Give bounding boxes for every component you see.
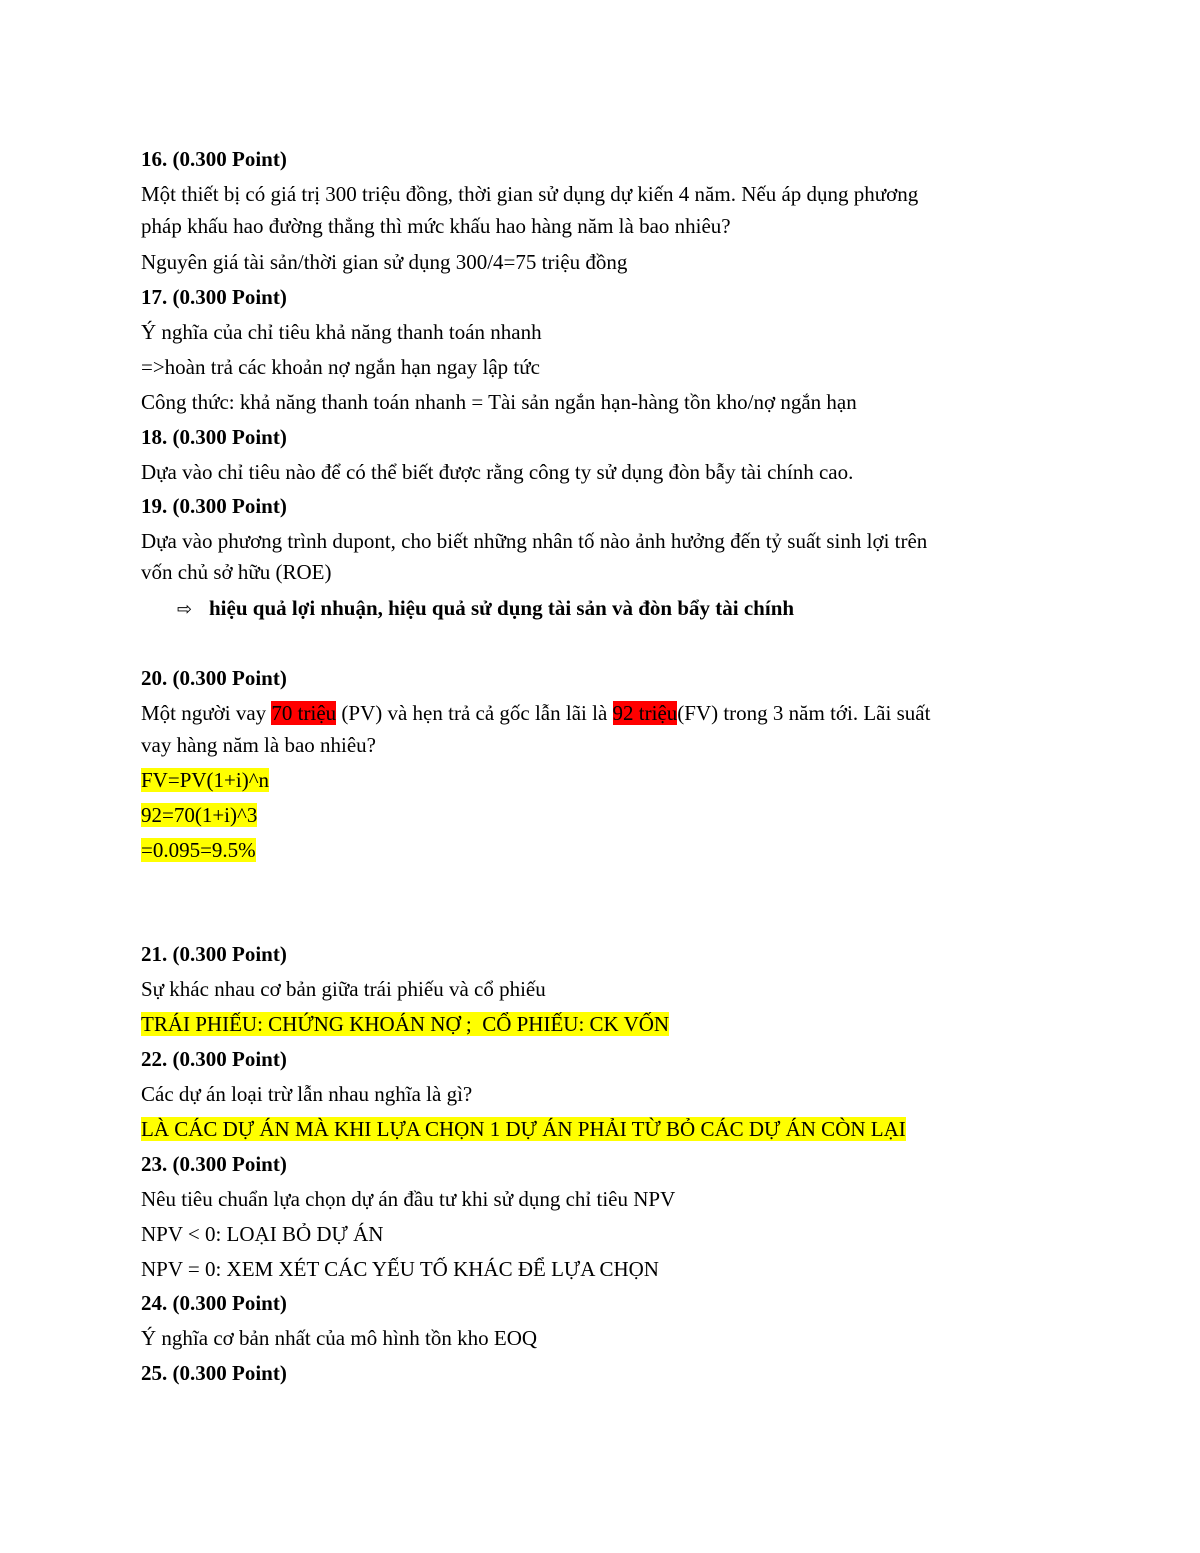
q21-answer: TRÁI PHIẾU: CHỨNG KHOÁN NỢ ; CỔ PHIẾU: CK VỐN: [141, 1012, 670, 1036]
q20-highlight-pv: 70 triệu: [271, 701, 337, 725]
q20-formula1: FV=PV(1+i)^n: [141, 768, 270, 792]
q19-answer-row: [177, 595, 794, 623]
q20-formula3-row: [141, 837, 256, 863]
q20-question-line2: vay hàng năm là bao nhiêu?: [141, 733, 376, 757]
q20-formula3: =0.095=9.5%: [141, 838, 256, 862]
q21-question: Sự khác nhau cơ bản giữa trái phiếu và cổ phiếu: [141, 977, 546, 1001]
q17-header: 17. (0.300 Point): [141, 285, 287, 309]
q17-answer2: Công thức: khả năng thanh toán nhanh = Tài sản ngắn hạn-hàng tồn kho/nợ ngắn hạn: [141, 390, 857, 414]
q16-question-line1: Một thiết bị có giá trị 300 triệu đồng, thời gian sử dụng dự kiến 4 năm. Nếu áp dụng phương: [141, 182, 919, 206]
q19-question-line1: Dựa vào phương trình dupont, cho biết những nhân tố nào ảnh hưởng đến tỷ suất sinh lợi trên: [141, 529, 928, 553]
q20-header: 20. (0.300 Point): [141, 666, 287, 690]
q19-answer: hiệu quả lợi nhuận, hiệu quả sử dụng tài sản và đòn bẩy tài chính: [209, 596, 795, 620]
q20-formula1-row: [141, 767, 269, 793]
q20-question-part1: Một người vay: [141, 701, 272, 725]
q24-question: Ý nghĩa cơ bản nhất của mô hình tồn kho EOQ: [141, 1326, 538, 1350]
q19-header: 19. (0.300 Point): [141, 494, 287, 518]
q23-question: Nêu tiêu chuẩn lựa chọn dự án đầu tư khi sử dụng chỉ tiêu NPV: [141, 1187, 676, 1211]
q22-answer: LÀ CÁC DỰ ÁN MÀ KHI LỰA CHỌN 1 DỰ ÁN PHẢI TỪ BỎ CÁC DỰ ÁN CÒN LẠI: [141, 1117, 906, 1141]
q23-header: 23. (0.300 Point): [141, 1152, 287, 1176]
q20-question-part2: (PV) và hẹn trả cả gốc lẫn lãi là: [336, 701, 613, 725]
q21-header: 21. (0.300 Point): [141, 942, 287, 966]
q16-question-line2: pháp khấu hao đường thẳng thì mức khấu hao hàng năm là bao nhiêu?: [141, 214, 731, 238]
q18-header: 18. (0.300 Point): [141, 425, 287, 449]
q20-question-line1: [141, 700, 930, 726]
q22-header: 22. (0.300 Point): [141, 1047, 287, 1071]
q25-header: 25. (0.300 Point): [141, 1361, 287, 1385]
q20-question-part3: (FV) trong 3 năm tới. Lãi suất: [677, 701, 931, 725]
q17-answer1: =>hoàn trả các khoản nợ ngắn hạn ngay lập tức: [141, 355, 540, 379]
q21-answer-row: [141, 1011, 669, 1037]
arrow-right-icon: ⇨: [177, 599, 193, 620]
q16-header: 16. (0.300 Point): [141, 147, 287, 171]
q22-question: Các dự án loại trừ lẫn nhau nghĩa là gì?: [141, 1082, 473, 1106]
q23-answer1: NPV < 0: LOẠI BỎ DỰ ÁN: [141, 1222, 384, 1246]
q19-question-line2: vốn chủ sở hữu (ROE): [141, 560, 332, 584]
q24-header: 24. (0.300 Point): [141, 1291, 287, 1315]
q16-answer: Nguyên giá tài sản/thời gian sử dụng 300/4=75 triệu đồng: [141, 250, 628, 274]
q20-highlight-fv: 92 triệu: [612, 701, 678, 725]
q23-answer2: NPV = 0: XEM XÉT CÁC YẾU TỐ KHÁC ĐỂ LỰA CHỌN: [141, 1257, 659, 1281]
q20-formula2: 92=70(1+i)^3: [141, 803, 258, 827]
q18-question: Dựa vào chỉ tiêu nào để có thể biết được rằng công ty sử dụng đòn bẫy tài chính cao.: [141, 460, 854, 484]
q20-formula2-row: [141, 802, 257, 828]
q22-answer-row: [141, 1116, 906, 1142]
q17-question: Ý nghĩa của chỉ tiêu khả năng thanh toán nhanh: [141, 320, 542, 344]
